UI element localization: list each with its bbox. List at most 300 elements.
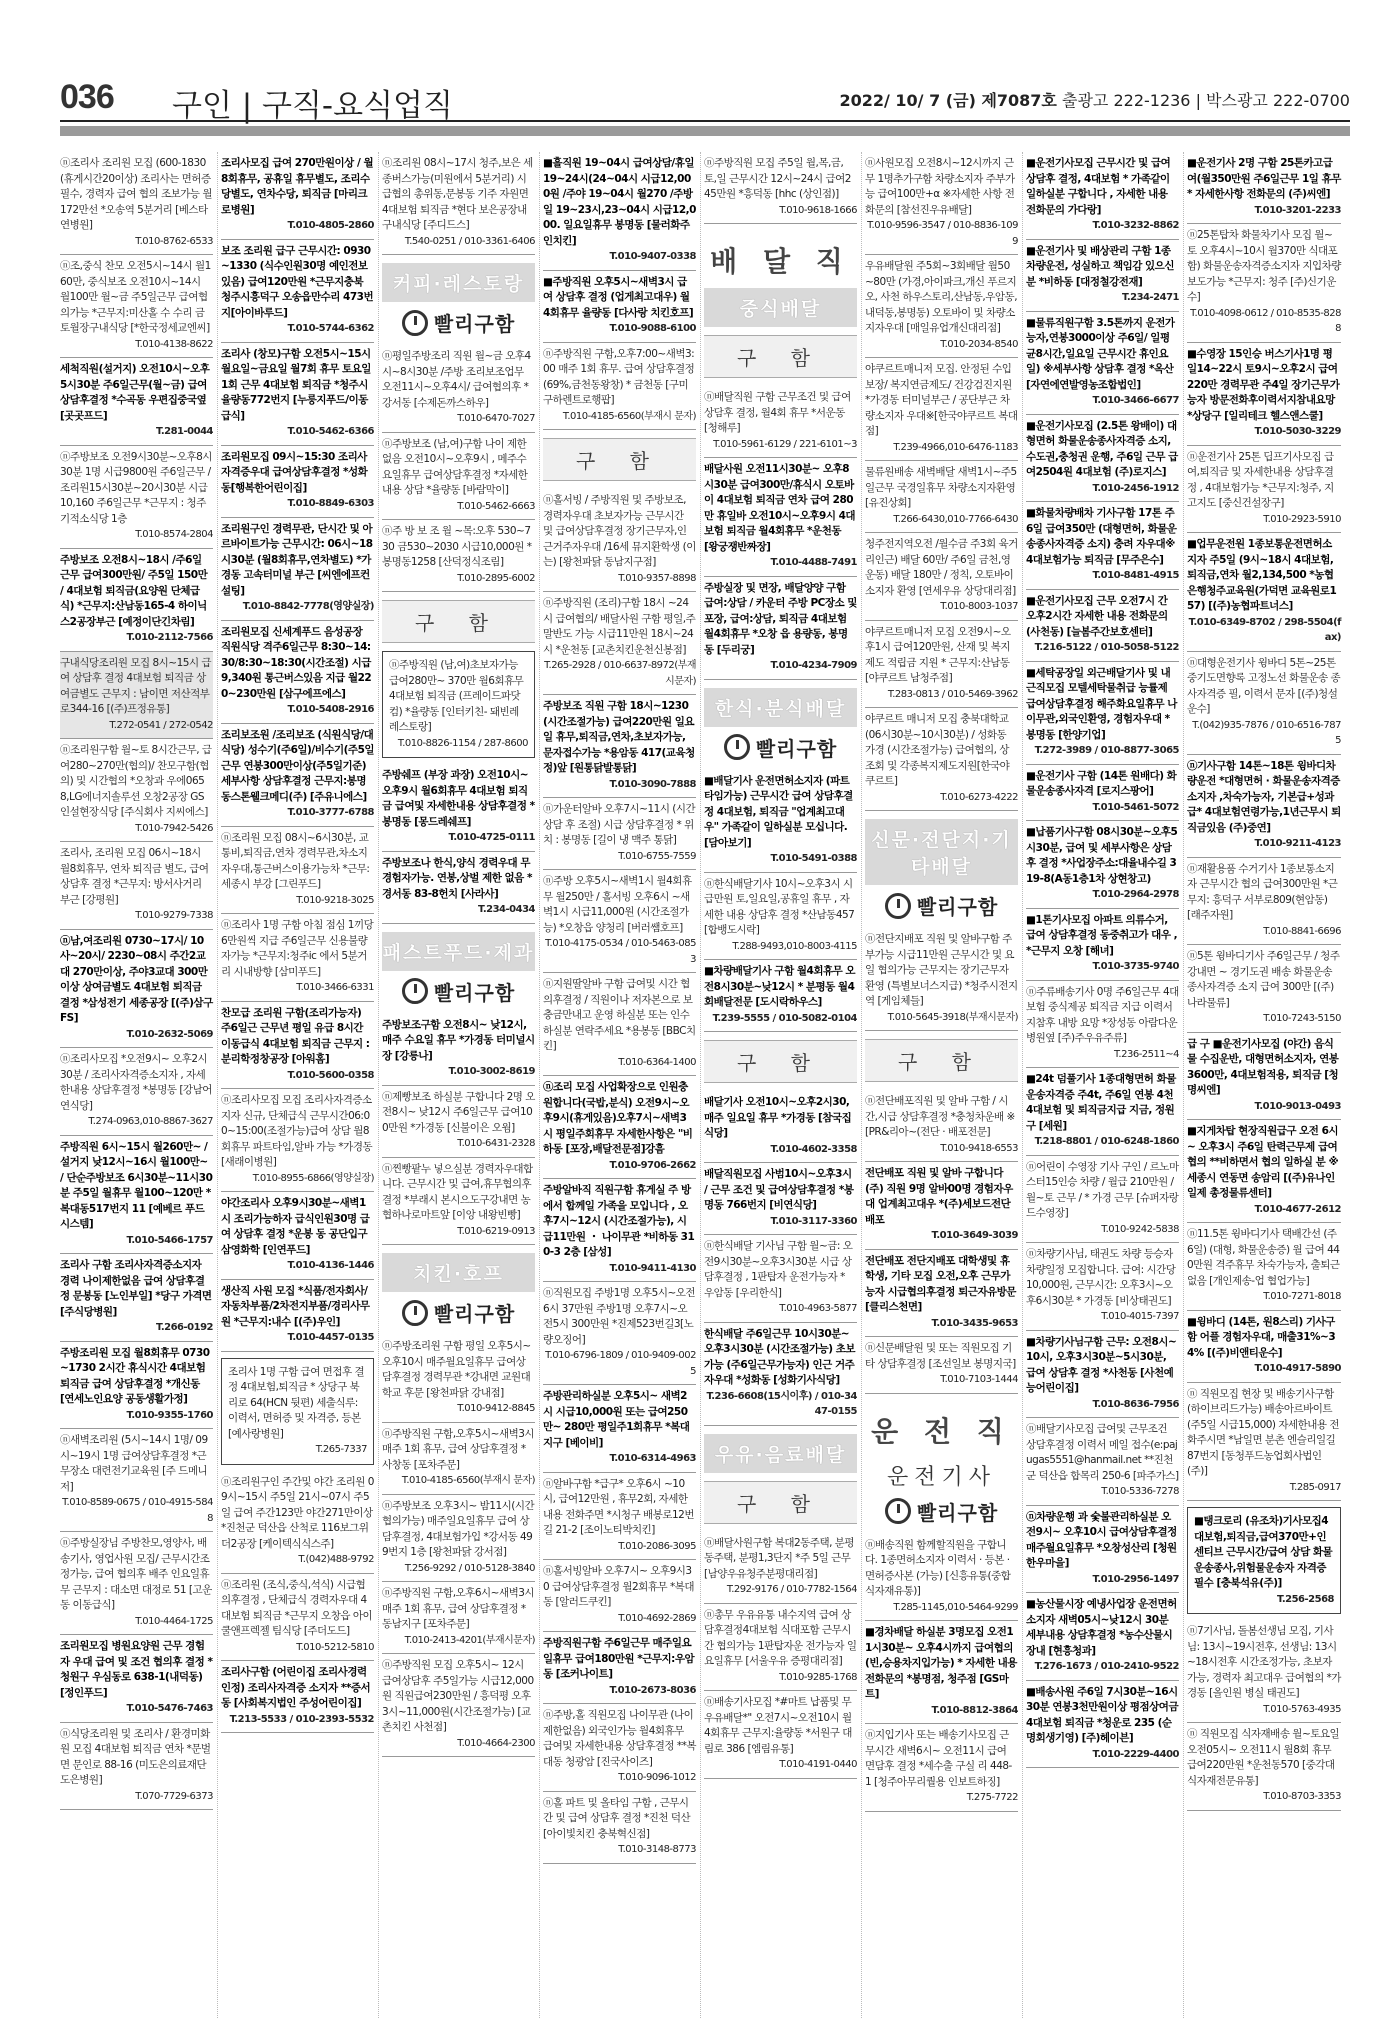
wanted-banner: 구 함: [543, 438, 696, 481]
phone-number: T.010-4692-2869: [618, 1612, 696, 1624]
phone-number: T.010-5491-0388: [770, 853, 857, 864]
listing-text: 세척직원(설거지) 오전10시~오후5시30분 주6일근무(월~금) 급여상담후결정 *수곡동 우편집중국옆 [곳곳프드]: [60, 363, 210, 422]
listing-text: 전단배포 직원 및 알바 구합니다 (주) 직원 9명 알바00명 경험자우대 업계최고대우 *(주)세보드전단배포: [865, 1167, 1013, 1226]
job-listing: [1026, 765, 1179, 822]
job-listing: [60, 549, 213, 652]
listing-text: 찬모급 조리원 구함(조리가능자) 주6일근 근무년 평일 유급 8시간 이동급식 4대보험 퇴직금 근무지 : 분리학정창공장 [아워홈]: [221, 1006, 370, 1065]
phone-number: T.010-5408-2916: [287, 704, 374, 715]
job-listing: [221, 1089, 374, 1192]
listing-text: ⓝ주방실장님 주방찬모,영양사, 배송기사, 영업사원 모집/ 근무시간조정가능, 급여 협의후 배주 인요일휴무 근무지 : 대소면 대정로 51 [고운동 이동급식]: [60, 1537, 212, 1611]
listing-text: 주방알바직 직원구함 휴게실 주 방에서 합께일 가족을 모입니다 , 오후7시~12시 (시간조절가능), 시급11만원 ・ 나이무관 *비하동 310-3 2층 [삼성]: [543, 1184, 695, 1258]
phone-number: T.010-9706-2662: [609, 1159, 696, 1171]
phone-number: T.010-3735-9740: [1092, 961, 1179, 972]
category-title: 운 전 직: [871, 1414, 1012, 1448]
job-listing: [382, 852, 535, 924]
phone-number: T.234-2471: [1122, 292, 1179, 303]
listing-text: ⓝ주 방 보 조 월 ~목:오후 530~730 금530~2030 시급10,000원 *봉명동1258 [산덕정식조림]: [382, 525, 532, 568]
job-listing: [1187, 152, 1341, 224]
listing-text: ⓝ주방보조 오후3시~ 밤11시(시간협의가능) 매주일요일휴무 급여 상담후결정, 4대보험가입 *강서동 499번지 1층 [왕천파닭 강서점]: [382, 1499, 535, 1558]
listing-text: ■지게차탑 현장직원급구 오전 6시~ 오후3시 주6일 탄력근무제 급여협의 **비하면서 협의 일하실 분 ※세종시 연동면 송암리 [(주)유나인일제 총정물류센터]: [1187, 1125, 1339, 1199]
listing-text: ⓝ직원모집 주방1명 오후5시~오전6시 37만원 주방1명 오후7시~오전5시 300만원 *진제523번길3[노량오징어]: [543, 1287, 696, 1346]
phone-number: T.256-9292 / 010-5128-3840: [404, 1562, 535, 1574]
job-listing: [865, 255, 1018, 358]
listing-text: ⓝ주방직원 모집 주5일 월,목,금, 토,일 근무시간 12시~24시 급여245만원 *흥덕동 [hhc (상인점)]: [704, 157, 851, 200]
listing-text: ⓝ주방보조 (남,여)구함 나이 제한 없음 오전10시~오후9시 , 메주수요일휴무 급여상담후결정 *자세한내용 상담 *율량동 [바람막이]: [382, 437, 528, 496]
phone-number: T.010-8955-6866(영양실장): [252, 1172, 374, 1184]
phone-number: T.010-2895-6002: [457, 572, 535, 584]
job-listing: [221, 1358, 374, 1465]
listing-text: 조리사구함 (어린이집 조리사경력인정) 조리사자격증 소지자 **증서동 [사회복지법인 주성어린이집]: [221, 1666, 371, 1709]
phone-number: T.274-0963,010-8867-3627: [88, 1116, 213, 1127]
listing-text: ■주방직원 오후5시~새벽3시 급여 상담후 결정 (업게최고대우) 월4회휴무 율량동 [다사랑 치킨호프]: [543, 275, 694, 319]
classified-column: [1026, 152, 1184, 2018]
header-divider-bar: [60, 126, 1350, 136]
clock-icon: [885, 893, 911, 919]
wanted-banner: 구 함: [704, 335, 857, 378]
listing-text: 야쿠르트매니저 모집. 안정된 수입보장/ 복지연금제도/ 건강검진지원 *가경동 터미널부근 / 공단부근 차량소지자 우대※[한국야쿠르트 복대점]: [865, 363, 1018, 437]
phone-number: T.010-2923-5910: [1263, 513, 1341, 525]
phone-number: T.010-2112-7566: [126, 632, 213, 643]
job-listing: [221, 518, 374, 621]
phone-number: T.239-4966,010-6476-1183: [893, 441, 1018, 453]
phone-number: T.010-4015-7397: [1101, 1311, 1179, 1322]
phone-number: T.010-2413-4201(부재시문자): [404, 1634, 535, 1646]
listing-text: ⓝ총무 우유유통 내수지역 급여 상담후결정4대보험 식대포함 근무시간 협의가능 1판탑자운 전가능자 일요일휴무 [서울우유 증평대리점]: [704, 1608, 857, 1667]
job-listing: [543, 695, 696, 798]
clock-icon: [724, 734, 750, 760]
phone-number: T.010-4725-0111: [448, 832, 535, 843]
job-listing: [1026, 981, 1179, 1069]
urgent-hiring-label: 빨리구함: [916, 1500, 999, 1525]
job-listing: [543, 798, 696, 870]
phone-number: T.266-0192: [156, 1322, 213, 1333]
job-listing: [704, 1163, 857, 1235]
listing-text: ⓝ 직원모집 식자재배송 월~토요일 오전05시~ 오전11시 월8회 휴무 급여220만원 *운천동570 [중각대식자재전문유통]: [1187, 1728, 1340, 1787]
listing-text: ⓝ주방직원 모집 오후5시~ 12시 급여상담후 주5일가능 시급12,000원 직원급여230만원 / 흥덕평 오후3시~11,000원(시간조절가능) [교촌치킨 사천점]: [382, 1659, 534, 1733]
phone-number: T.010-4175-0534 / 010-5463-0853: [545, 938, 696, 965]
category-title: 배 달 직: [710, 245, 851, 278]
phone-number: T.010-6431-2328: [457, 1138, 535, 1149]
phone-number: T.010-5961-6129 / 221-6101~3: [713, 438, 857, 450]
classified-column: [865, 152, 1023, 2018]
job-listing: [1187, 1723, 1341, 1811]
phone-number: T.010-9285-1768: [779, 1671, 857, 1683]
job-listing: [1187, 533, 1341, 652]
listing-text: ⓝ전단배포직원 및 알바 구함 / 시간,시급 상담후결정 *충청차운배 ※[PR&리아~(전단 · 배포전문]: [865, 1095, 1015, 1138]
phone-number: T.281-0044: [156, 426, 213, 437]
job-listing: [1187, 1120, 1341, 1223]
job-listing: [221, 827, 374, 915]
phone-number: T.010-9355-1760: [126, 1409, 213, 1421]
listing-text: ■경차배달 하실분 3명모집 오전11시30분~ 오후4시까지 급여협의 (빈,승용차지입가능) * 자세한 내용 전화문의 *봉명점, 청주점 [GS마트]: [865, 1626, 1017, 1700]
job-listing: [382, 1086, 535, 1158]
job-listing: [704, 1604, 857, 1692]
listing-text: ⓝ배달사원구함 복대2동주택, 분평동주택, 분평1,3단지 *주 5일 근무 [남양우유청주분평대리점]: [704, 1536, 855, 1580]
listing-text: ⓝ배송직원 함께할직원을 구합니다. 1종면허소지자 이력서 · 등본 · 면허증사본 (가능) [신흥유통(중합식자재유통)]: [865, 1538, 1011, 1597]
listing-text: ⓝ홀 파트 및 올타임 구함 , 근무시간 및 급여 상담후 결정 *진천 덕산 [아이빛치킨 충북혁신점]: [543, 1796, 691, 1840]
phone-number: T.010-3232-8862: [1092, 220, 1179, 231]
listing-text: 주방쉐프 (부장 과장) 오전10시~ 오후9시 월6회휴무 4대보험 퇴직금 급여및 자세한내용 상담후결정 *봉명동 [몽드레쉐프]: [382, 769, 535, 828]
job-listing: [382, 520, 535, 592]
job-listing: [1026, 1418, 1179, 1506]
job-listing: [1026, 1243, 1179, 1331]
job-listing: [60, 1342, 213, 1430]
listing-text: ⓝ사원모집 오전8시~12시까지 근무 1명추가구함 차량소지자 주부가능 급여100만+α ※자세한 사항 전화문의 [참선진우유배달]: [865, 157, 1015, 216]
wanted-banner: 구 함: [382, 600, 535, 643]
listing-text: ⓝ운전기사 25톤 딥프기사모집 급여,퇴직금 및 자세한내용 상담후결정 , 4대보험가능 *근무지:청주, 지고지도 [중신건설장구]: [1187, 450, 1334, 509]
job-listing: [382, 1423, 535, 1495]
job-listing: [382, 1158, 535, 1246]
listing-text: ⓝ지입기사 또는 배송기사모집 근무시간 새벽6시~ 오전11시 급여 면담후 결정 *세수출 구실 리 448-1 [청주아무리퀄용 인보트하징]: [865, 1729, 1012, 1788]
job-listing: [221, 914, 374, 1002]
phone-number: T.010-2086-3095: [618, 1540, 696, 1552]
job-listing: [704, 960, 857, 1032]
job-listing: [543, 489, 696, 592]
listing-text: ■수영장 15인승 버스기사1명 평일14~22시 토9시~오후2시 급여220만 경력무관 주4일 장기근무가능자 방문전화후이력서지참내요망 *상당구 [일리테크 헬스앤스쿨]: [1187, 347, 1340, 422]
job-listing: [1187, 652, 1341, 755]
job-listing: [60, 1723, 213, 1811]
job-listing: [865, 708, 1018, 811]
job-listing: [543, 1282, 696, 1385]
listing-text: 배달사원 오전11시30분~ 오후8시30분 급여300만/휴식시 오토바이 4대보험 퇴직금 연차 급여 280만 휴일바 오전10시~오후9시 4대보험 퇴직금 월4회휴무 *운천동 [왕궁쟁반짜장]: [704, 463, 856, 553]
phone-number: T.010-4805-2860: [287, 220, 374, 231]
phone-number: T.010-7942-5426: [135, 822, 213, 834]
sub-category-title: 운전기사: [886, 1464, 996, 1490]
listing-text: ⓝ25톤탑차 화물차기사 모집 월~토 오후4시~10시 월370만 식대포함) 화물운송자격증소지자 지입차량보도가능 *근무지: 청주 [주)신기운수]: [1187, 229, 1341, 303]
listing-text: ⓝ주방조리원 구함 평일 오후5시~오후10시 매주월요일휴무 급여상담후결정 경력무관 *강내면 교원대학교 후문 [왕천파닭 강내점]: [382, 1340, 531, 1399]
clock-icon: [402, 978, 428, 1004]
listing-text: ⓝ조리원 모집 08시~6시30분, 교통비,퇴직금,연차 경력무관,차소지자우대,통근버스이용가능차 *근무: 세종시 부강 [그린푸드]: [221, 831, 370, 890]
job-listing: [1187, 1383, 1341, 1502]
phone-number: T.265-2928 / 010-6637-8972(부재시문자): [544, 660, 696, 687]
listing-text: ⓝ조리원구인 주간및 야간 조리원 09시~15시 주5일 21시~07시 주5일 급여 주간123만 야간271만이상 *진천군 덕산읍 산척로 116보그위더2공장 [케이텍식식스주]: [221, 1475, 374, 1550]
job-listing: [865, 1250, 1018, 1338]
issue-date: 2022/ 10/ 7 (금) 제7087호: [839, 91, 1057, 110]
listing-text: 조리원모집 병원요양원 근무 경험자 우대 급여 및 조건 협의후 결정 * 청원구 우심동로 638-1(내덕동) [정인푸드]: [60, 1640, 213, 1699]
job-listing: [543, 1560, 696, 1632]
listing-text: ⓝ전단지배포 직원 및 알바구함 주부가능 시급11만원 근무시간 및 요일 협의가능 근무지는 장기근무자 환영 (특별보너스지급) *청주시전지역 [게임체들]: [865, 933, 1018, 1007]
phone-number: T.010-5336-7278: [1101, 1486, 1179, 1497]
listing-text: 조리원구인 경력무관, 단시간 및 아르바이트가능 근무시간: 06시~18시30분 (월8회휴무,연차별도) *가경동 고속터미널 부근 [씨엔에프컨설팅]: [221, 522, 373, 597]
job-listing: [543, 152, 696, 271]
phone-number: T.010-9596-3547 / 010-8836-1099: [867, 220, 1018, 247]
phone-number: T.010-4464-1725: [135, 1615, 213, 1627]
job-listing: [221, 1574, 374, 1662]
listing-text: 보조 조리원 급구 근무시간: 0930~1330 (식수인원30명 예인전보있음) 급여120만원 *근무지충북 청주시흥덕구 오송읍만수리 473번지[아이바루드]: [221, 244, 374, 319]
job-listing: [1187, 858, 1341, 946]
job-listing: [221, 446, 374, 518]
urgent-hiring-banner: [704, 733, 857, 762]
listing-text: ⓝ식당조리원 및 조리사 / 환경미화원 모집 4대보험 퇴직금 연차 *문벌면 문인로 88-16 (미도은의료재단 도은병원]: [60, 1727, 211, 1786]
job-listing: [221, 1661, 374, 1733]
job-listing: [221, 1280, 374, 1352]
listing-text: ⓝ차량기사님, 태권도 차량 등승자 차량일정 모집합니다. 급여: 시간당 10,000원, 근무시간: 오후3시~오후6시30분 * 가경동 [비상태권도]: [1026, 1248, 1176, 1307]
job-listing: [60, 1429, 213, 1532]
phone-number: T.010-8842-7778(영양실장): [242, 601, 374, 612]
listing-text: ■1톤기사모집 아파트 의류수거, 급여 상담후결정 동중취고가 대우 , *근무지 오창 [해녀]: [1026, 913, 1178, 957]
listing-text: 배달기사 오전10시~오후2시30, 매주 일요일 휴무 *가경동 [참국집 식당]: [704, 1096, 852, 1139]
classifieds-columns: [60, 152, 1350, 2018]
phone-number: T.010-8636-7956: [1092, 1398, 1179, 1410]
phone-number: T.010-5461-5072: [1092, 801, 1179, 813]
wanted-banner: 구 함: [865, 1039, 1018, 1082]
listing-text: ⓝ기사구함 14톤~18톤 윙바디차량운전 *대형면허 · 화물운송자격증소지자 ,차숙가능자, 기본급+성과급* 4대보험연령가능,1년근무시 퇴직금있음 (주)중연]: [1187, 759, 1341, 834]
urgent-hiring-label: 빨리구함: [916, 895, 999, 919]
job-listing: [382, 433, 535, 521]
job-listing: [1026, 240, 1179, 312]
job-listing: [382, 651, 535, 758]
job-listing: [382, 764, 535, 852]
job-listing: [704, 770, 857, 873]
phone-number: T.010-9412-8845: [457, 1403, 535, 1414]
job-listing: [704, 1532, 857, 1604]
phone-number: T.010-4136-1446: [287, 1260, 374, 1271]
phone-number: T.010-8841-6696: [1263, 925, 1341, 937]
section-header: 한식·분식배달: [704, 688, 857, 727]
job-listing: [1187, 945, 1341, 1033]
phone-number: T.234-0434: [478, 904, 535, 915]
listing-text: ■납품기사구함 08시30분~오후5시30분, 급여 및 세부사항은 상담후 결정 *사업장주소:대율내수길 319-8(A동1층1차 상현창고): [1026, 826, 1178, 885]
listing-text: ⓝ홀서빙 / 주방직원 및 주방보조, 경력자우대 초보자가능 근무시간 및 급여상담후결정 장기근무자,인근거주자우대 /16세 뮤지환학생 (이는) [왕천파닭 동남지구점]: [543, 494, 696, 568]
listing-text: ■배송사원 주6일 7시30분~16시 30분 연봉3천만원이상 평점상여금 4대보험 퇴직금 *청운로 235 (순명회생기영) [주)헤이븐]: [1026, 1685, 1179, 1744]
phone-number: T.010-4185-6560(부재시 문자): [562, 410, 696, 422]
listing-text: ■탱크로리 (유조차)기사모집4대보험,퇴직금,급여370만+인센티브 근무시간/급여 상담 화물운송종사,위험물운송자 자격증 필수 [충북석유(주)]: [1194, 1515, 1333, 1589]
page-title: 구인 | 구직-요식업직: [172, 88, 453, 124]
job-listing: [865, 358, 1018, 461]
job-listing: [1026, 1681, 1179, 1769]
job-listing: [1026, 502, 1179, 590]
urgent-hiring-banner: [382, 977, 535, 1006]
listing-text: ⓝ가운터알바 오후7시~11시 (시간 상담 후 조절) 시급 상담후결정 * 위치 : 봉명동 [길이 냉 맥주 통닭]: [543, 803, 696, 846]
listing-text: ⓝ홀서빙알바 오후7시~ 오후9시30 급여상담후결정 월2회휴무 *복대동 [알러드쿠킨]: [543, 1565, 694, 1608]
classified-column: [382, 152, 540, 2018]
phone-number: T.239-5555 / 010-5082-0104: [712, 1012, 857, 1024]
job-listing: [60, 1048, 213, 1136]
phone-number: T.010-4191-0440: [779, 1759, 857, 1770]
listing-text: ■24t 덤풀기사 1종대형면허 화물운송자격증 주4t, 주6일 연봉 4천 4대보험 및 퇴직금지급 지금, 정원구 [세원]: [1026, 1073, 1176, 1132]
phone-number: T.010-2034-8540: [940, 338, 1018, 350]
phone-number: T.272-3989 / 010-8877-3065: [1034, 745, 1179, 756]
phone-number: T.010-8849-6303: [287, 498, 374, 509]
phone-number: T.010-9088-6100: [609, 323, 696, 334]
job-listing: [221, 240, 374, 343]
job-listing: [865, 461, 1018, 533]
listing-text: ■물류직원구함 3.5톤까지 운전가능자,연봉3000이상 주6일/ 일평균8시간,일요일 근무시간 휴인요일) ※세부사항 상담후 결정 *옥산 [자연에연발영농조합법인]: [1026, 316, 1175, 391]
job-listing: [543, 1385, 696, 1473]
phone-number: T.218-8801 / 010-6248-1860: [1034, 1136, 1179, 1147]
listing-text: 주방관리하실분 오후5시~ 새벽2시 시급10,000원 또는 급여250만~ 280만 평일주1회휴무 *복대지구 [베이비]: [543, 1390, 690, 1449]
job-listing: [221, 1002, 374, 1090]
phone-number: T.010-4185-6560(부재시 문자): [401, 1475, 535, 1486]
listing-text: ⓝ신문배달원 및 또는 직원모집 기타 상담후결정 [조선일보 봉명지국]: [865, 1342, 1016, 1370]
phone-number: T.010-5600-0358: [287, 1069, 374, 1081]
listing-text: ⓝ조리원 (조식,중식,석식) 시급협의후결정 , 단체급식 경력자우대 4대보험 퇴직금 *근무지 오창읍 아이쿨앤프렉젤 팀식당 [주더도드]: [221, 1578, 373, 1637]
job-listing: [1026, 152, 1179, 240]
job-listing: [704, 577, 857, 680]
phone-number: T.010-9211-4123: [1254, 838, 1341, 849]
listing-text: 조리사 1명 구함 급여 면접후 결정 4대보험,퇴직금 * 상당구 북리로 64(HCN 뒷편) 세출식루: 이력서, 면허증 및 자격증, 등본 [예사랑병원]: [228, 1365, 365, 1440]
job-listing: [382, 1014, 535, 1086]
urgent-hiring-banner: [382, 1298, 535, 1327]
phone-number: T.(042)935-7876 / 010-6516-7875: [1192, 719, 1341, 746]
phone-number: T.010-8826-1154 / 287-8600: [397, 737, 528, 749]
listing-text: ⓝ5톤 윙바디기사 주6일근무 / 청주 강내면 ~ 경기도권 배송 화물운송종사자격증 소지 급여 300만 [(주)나라물류]: [1187, 950, 1340, 1009]
phone-number: T.010-4602-3358: [770, 1143, 857, 1155]
job-listing: [865, 533, 1018, 621]
phone-number: T.292-9176 / 010-7782-1564: [726, 1584, 857, 1595]
phone-number: T.010-4138-8622: [135, 338, 213, 350]
job-listing: [865, 1337, 1018, 1394]
phone-number: T.010-9013-0493: [1254, 1100, 1341, 1112]
phone-number: T.010-7271-8018: [1263, 1291, 1341, 1302]
phone-number: T.010-6273-4222: [940, 791, 1018, 803]
job-listing: [1187, 1507, 1341, 1614]
urgent-hiring-label: 빨리구함: [433, 1302, 516, 1326]
phone-number: T.272-0541 / 272-0542: [109, 719, 213, 731]
job-listing: [382, 1495, 535, 1583]
listing-text: ⓝ조리사 조리원 모집 (600-1830(휴게시간20이상) 조리사는 면허증필수, 경력자 급여 협의 조보가능 월172만선 *오송역 5분거리 [베스타연병원]: [60, 157, 213, 231]
listing-text: 생산직 사원 모집 *식품/전자회사/자동차부품/2차전지부품/경리사무원 *근무지:내수 [(주)우인]: [221, 1284, 370, 1328]
phone-number: T.010-3649-3039: [931, 1230, 1018, 1241]
section-header: 치킨·호프: [382, 1253, 535, 1292]
section-header: 신문·전단지·기타배달: [865, 819, 1018, 885]
phone-number: T.010-3148-8773: [618, 1844, 696, 1855]
job-listing: [1187, 446, 1341, 534]
urgent-hiring-banner: [865, 891, 1018, 920]
job-listing: [60, 152, 213, 255]
listing-text: ■세탁공장일 외근배달기사 및 내근직모집 모텔세탁물취급 능률제 급여상담후결정 해주화요일휴무 나이무관,외국인환영, 경험자우대 *봉명동 [한양기업]: [1026, 666, 1177, 741]
listing-text: ⓝ조리사모집 *오전9시~ 오후2시30분 / 조리사자격증소지자 , 자세한내용 상담후결정 *봉명동 [강남어연식당]: [60, 1053, 212, 1112]
job-listing: [1026, 415, 1179, 503]
phone-number: T.010-2673-8036: [609, 1684, 696, 1696]
job-listing: [382, 1654, 535, 1757]
listing-text: ■흘직원 19~04시 급여상담/휴일 19~24시(24~04시 시급12,000원 /주야 19~04시 월270 /주방일 19~23시,23~04시 시급12,000. 일요일휴무 봉명동 [물러화주인치킨]: [543, 157, 696, 247]
phone-number: T.010-4963-5877: [779, 1303, 857, 1314]
listing-text: ⓝ알바구함 *급구* 오후6시 ~10시, 급여12만원 , 휴무2회, 자세한내용 전화주면 *시청구 배봉로12번길 21-2 [조이노티박치킨]: [543, 1477, 694, 1536]
listing-text: ⓝ조리사모집 모집 조리사자격증소지자 신규, 단체급식 근무시간06:00~15:00(조절가능)급여 상담 월8회휴무 파트타임,알바 가능 *가경동 [새래이병원]: [221, 1094, 373, 1168]
job-listing: [865, 152, 1018, 255]
phone-number: T.010-6219-0913: [457, 1225, 535, 1237]
phone-number: T.010-5030-3229: [1254, 426, 1341, 437]
phone-number: T.010-5476-7463: [126, 1703, 213, 1714]
listing-text: 한식배달 주6일근무 10시30분~오후3시30분 (시간조절가능) 초보가능 (주6일근무가능자) 인근 거주자우대 *성화동 [성화기사식당]: [704, 1327, 856, 1386]
job-listing: [704, 1235, 857, 1323]
phone-number: T.010-5462-6663: [457, 500, 535, 512]
listing-text: 야쿠르트매니저 모집 오전9시~오후1시 급여120만원, 산재 및 복지제도 적립금 지원 * 근무지:산남동 [야쿠르트 남청주점]: [865, 625, 1011, 684]
phone-number: T.010-8574-2804: [135, 529, 213, 540]
phone-number: T.010-9357-8898: [618, 572, 696, 584]
phone-number: T.010-4098-0612 / 010-8535-8288: [1190, 307, 1341, 334]
phone-number: T.010-9242-5838: [1101, 1223, 1179, 1235]
listing-text: ⓝ대형운전기사 윙바디 5톤~25톤 중기도면향록 고정노선 화물운송 종사자격증 필, 이력서 문자 [(주)청설운수]: [1187, 656, 1341, 715]
job-listing: [704, 386, 857, 458]
phone-number: T.265-7337: [315, 1444, 367, 1455]
listing-text: ⓝ7기사님, 돌봄선생님 모집, 기사님: 13시~19시전후, 선생님: 13시~18시전후 시간조정가능, 초보자가능, 경력자 최고대우 급여협의 *가경동 [올인원 병실 태권도]: [1187, 1625, 1341, 1699]
phone-number: T.276-1673 / 010-2410-9522: [1034, 1661, 1179, 1672]
classified-column: [1187, 152, 1345, 2018]
job-listing: [382, 152, 535, 255]
phone-number: T.266-6430,010-7766-6430: [893, 513, 1018, 525]
listing-text: ⓝ평일주방조리 직원 월~금 오후4시~8시30분 /주방 조리보조업무 오전11시~오후4시/ 급여협의후 *강서동 [수제돈까스하우]: [382, 350, 531, 409]
phone-number: T.010-4677-2612: [1254, 1203, 1341, 1215]
phone-number: T.010-4488-7491: [770, 557, 857, 568]
phone-number: T.010-3090-7888: [609, 778, 696, 790]
listing-text: 조리사, 조리원 모집 06시~18시 월8회휴무, 연차 퇴직금 별도, 급여 상담후 결정 *근무지: 방서사거리 부근 [강평원]: [60, 847, 209, 906]
listing-text: 주방조리원 모집 월8회휴무 0730~1730 2시간 휴식시간 4대보험 퇴직금 급여 상담후결정 *개신동 [연세노인요양 공동생활가정]: [60, 1346, 210, 1405]
page-header: [60, 78, 1350, 122]
phone-number: T.285-0917: [1289, 1481, 1341, 1493]
job-listing: [221, 1192, 374, 1280]
job-listing: [1187, 1620, 1341, 1723]
phone-number: T.010-4917-5890: [1254, 1363, 1341, 1374]
job-listing: [543, 1704, 696, 1792]
job-listing: [704, 1691, 857, 1779]
listing-text: ⓝ주방보조 오전9시30분~오후8시30분 1명 시급9800원 주6일근무 / 조리원15시30분~20시30분 시급10,160 주6일근무 *근무지 : 청주기적소식당 1층: [60, 450, 212, 525]
phone-number: T.540-0251 / 010-3361-6406: [404, 235, 535, 247]
job-listing: [60, 1532, 213, 1635]
phone-number: T.010-8003-1037: [940, 601, 1018, 612]
job-listing: [1187, 343, 1341, 446]
phone-number: T.010-3201-2233: [1254, 204, 1341, 216]
phone-number: T.010-6364-1400: [618, 1056, 696, 1068]
urgent-hiring-label: 빨리구함: [755, 736, 838, 761]
phone-number: T.010-2456-1912: [1092, 482, 1179, 494]
phone-number: T.010-2964-2978: [1092, 889, 1179, 900]
phone-number: T.010-3777-6788: [287, 807, 374, 818]
listing-text: ⓝ재활용품 수거기사 1종보통소지자 근무시간 협의 급여300만원 *근무지: 흥덕구 서부로809(현암동) [래주자원]: [1187, 862, 1338, 921]
phone-number: T.010-3466-6331: [296, 982, 374, 993]
listing-text: 주방직원구함 주6일근무 매주일요일휴무 급여180만원 *근무지:우암동 [조커나이트]: [543, 1637, 695, 1680]
phone-number: T.256-2568: [1277, 1593, 1334, 1605]
listing-text: ⓝ 직원모집 현장 및 배송기사구함(하이브리드가능) 배송아르바이트(주5일 시급15,000) 자세한내용 전화주시면 *남일면 분촌 엔슬리일길 87번지 [동청푸드농업회사법인(주)]: [1187, 1387, 1340, 1477]
listing-text: 주방보조구함 오전8시~ 낮12시, 매주 수요일 휴무 *가경동 터미널시장 [강릉나]: [382, 1018, 535, 1062]
job-listing: [543, 1473, 696, 1561]
phone-number: T.285-1145,010-5464-9299: [893, 1601, 1018, 1613]
listing-text: ■농산물시장 예냉사업장 운전면허소지자 새벽05시~낮12시 30분 세부내용 상담후결정 *농수산물시장내 [현흥청과]: [1026, 1598, 1177, 1657]
classified-column: [704, 152, 862, 2018]
listing-text: ⓝ지원딸알바 구함 급여및 시간 협의후결정 / 직원이나 저자본으로 보충금만내고 운영 하실분 또는 인수하실분 연락주세요 *용봉동 [BBC치킨]: [543, 978, 696, 1052]
listing-text: ⓝ조리원구함 월~토 8시간근무, 급여280~270만(협의)/ 찬모구함(협의) 및 시간협의 *오창과 우에0658,LG에너지솔루션 오창2공장 GS인설현장식당 [주식회사 지씨에스]: [60, 744, 212, 818]
phone-number: T.010-9418-6553: [940, 1142, 1018, 1154]
classified-column: [221, 152, 379, 2018]
listing-text: ⓝ새벽조리원 (5시~14시 1명/ 09시~19시 1명 급여상담후결정 *근무장소 대련전기교육원 [주 드메니저]: [60, 1434, 208, 1493]
phone-number: T.010-9411-4130: [609, 1262, 696, 1274]
job-listing: [543, 1076, 696, 1179]
phone-number: T.(042)488-9792: [298, 1554, 374, 1565]
phone-number: T.010-6755-7559: [618, 850, 696, 862]
phone-number: T.275-7722: [966, 1792, 1018, 1803]
phone-number: T.010-5645-3918(부재시문자): [887, 1011, 1018, 1023]
listing-text: ■업무운전원 1종보통운전면허소지자 주5일 (9시~18시 4대보험, 퇴직금,연차 월2,134,500 *농협은행청주교육원(가덕면 교육원로157) [(주)농협파트너스]: [1187, 538, 1337, 612]
listing-text: 급 구 ■운전기사모집 (야간) 음식물 수집운반, 대형면허소지자, 연봉3600만, 4대보험적용, 퇴직금 [청명씨엔]: [1187, 1037, 1339, 1096]
phone-number: T.010-7103-1444: [940, 1374, 1018, 1385]
listing-text: 구내식당조리원 모집 8시~15시 급여 상담후 결정 4대보험 퇴직금 상여금별도 근무지 : 남이면 저산적부로344-16 [(주)프정유통]: [60, 656, 212, 715]
job-listing: [221, 621, 374, 724]
listing-text: ⓝ어린이 수영장 기사 구인 / 르노마스터15인승 차량 / 월급 210만원 / 월~토 근무 / * 가경 근무 [슈퍼자랑드수영장]: [1026, 1160, 1179, 1219]
job-listing: [1026, 1593, 1179, 1681]
job-listing: [543, 870, 696, 973]
listing-text: 주방보조나 한식,양식 경력우대 무경험자가능. 연봉,상벌 제한 없음 *경서동 83-8헌치 [사라사]: [382, 856, 532, 900]
listing-text: ■운전기사 2명 구함 25톤카고급여(월350만원 주6일근무 1일 휴무* 자세한사항 전화문의 (주)씨엔]: [1187, 157, 1341, 200]
urgent-hiring-banner: [382, 308, 535, 337]
phone-number: T.010-3435-9653: [931, 1317, 1018, 1329]
listing-text: ■차량기사님구함 근무: 오전8시~10시, 오후3시30분~5시30분, 급여 상담후 결정 *사천동 [사천예능어린이집]: [1026, 1335, 1177, 1394]
listing-text: ■운전기사 구함 (14톤 원배다) 화물운송종사자격 [로지스팡어]: [1026, 769, 1177, 797]
job-listing: [1026, 909, 1179, 981]
listing-text: ⓝ한식배달 기사님 구함 월~금: 오전9시30분~오후3시30분 시급 상담후결정 , 1판탑자 운전가능자 * 우암동 [우리한식]: [704, 1240, 853, 1299]
phone-number: T.010-6349-8702 / 298-5504(fax): [1188, 616, 1341, 643]
listing-text: 조리사모집 급여 270만원이상 / 월 8회휴무, 공휴일 휴무별도, 조리수당별도, 연차수당, 퇴직금 [마리크로병원]: [221, 157, 374, 216]
